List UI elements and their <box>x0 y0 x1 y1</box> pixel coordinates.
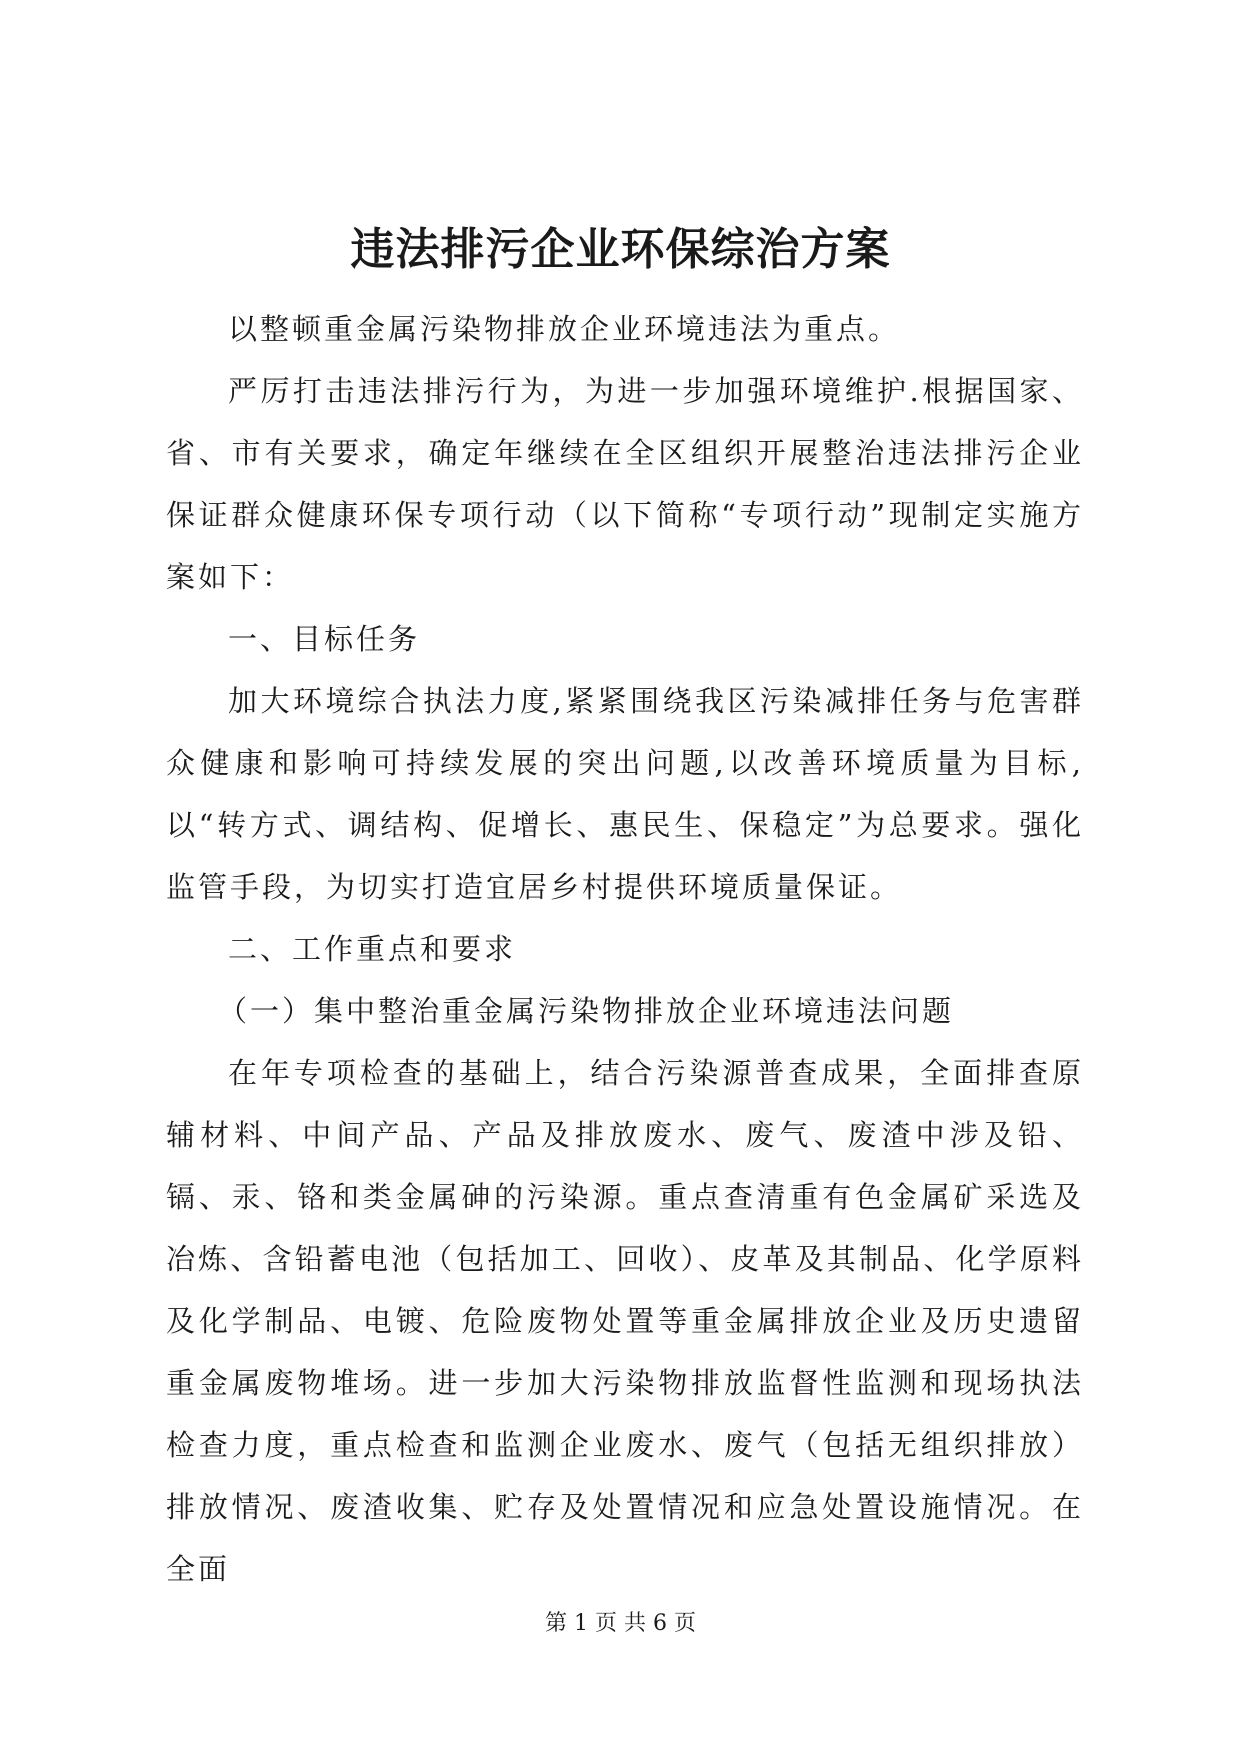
section-heading-focus: 二、工作重点和要求 <box>228 932 517 966</box>
paragraph-background: 严厉打击违法排污行为，为进一步加强环境维护.根据国家、省、市有关要求，确定年继续在全区组织开展整治违法排污企业保证群众健康环保专项行动（以下简称“专项行动”现制定实施方案如下： <box>166 374 1084 594</box>
document-body <box>166 298 1084 1600</box>
document-title: 违法排污企业环保综治方案 <box>350 224 891 275</box>
section-heading-goals: 一、目标任务 <box>228 622 421 656</box>
page-number: 第 1 页 共 6 页 <box>545 1611 696 1636</box>
paragraph-heavy-metals: 在年专项检查的基础上，结合污染源普查成果，全面排查原辅材料、中间产品、产品及排放废水、废气、废渣中涉及铅、镉、汞、铬和类金属砷的污染源。重点查清重有色金属矿采选及冶炼、含铅蓄电池（包括加工、回收）、皮革及其制品、化学原料及化学制品、电镀、危险废物处置等重金属排放企业及历史遗留重金属废物堆场。进一步加大污染物排放监督性监测和现场执法检查力度，重点检查和监测企业废水、废气（包括无组织排放）排放情况、废渣收集、贮存及处置情况和应急处置设施情况。在全面 <box>166 1056 1084 1586</box>
paragraph-intro: 以整顿重金属污染物排放企业环境违法为重点。 <box>228 312 901 346</box>
paragraph-goals: 加大环境综合执法力度,紧紧围绕我区污染减排任务与危害群众健康和影响可持续发展的突出问题,以改善环境质量为目标,以“转方式、调结构、促增长、惠民生、保稳定”为总要求。强化监管手段，为切实打造宜居乡村提供环境质量保证。 <box>166 684 1084 904</box>
subsection-heading-heavy-metals: （一）集中整治重金属污染物排放企业环境违法问题 <box>218 994 955 1028</box>
